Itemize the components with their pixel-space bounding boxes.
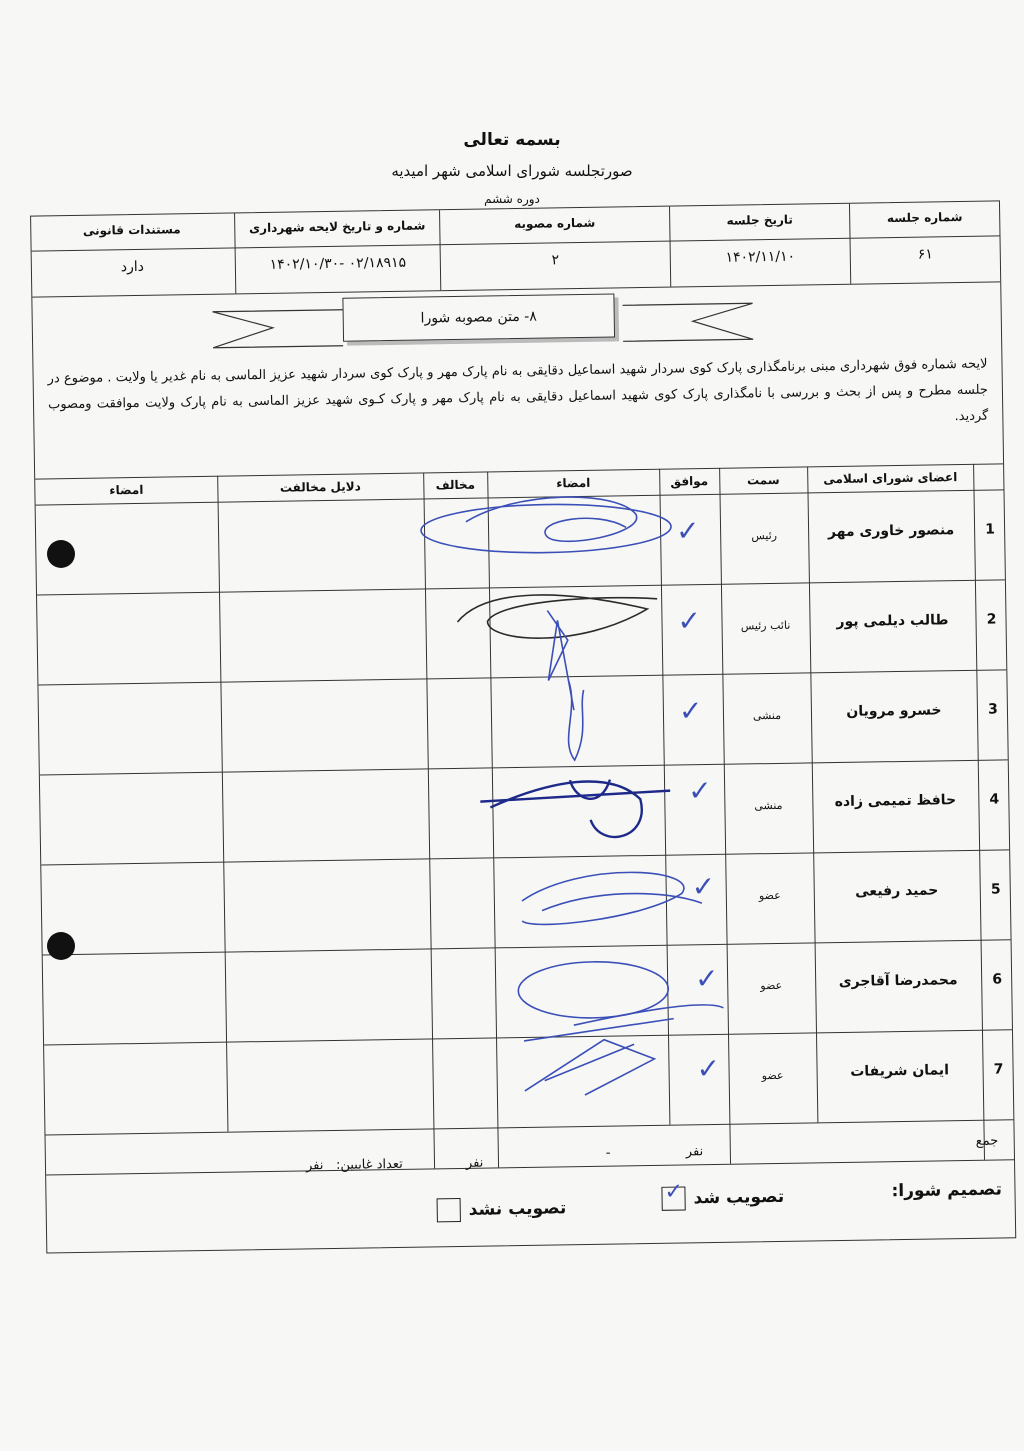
sign-count-dash: - xyxy=(605,1145,611,1161)
absent-count-unit: نفر xyxy=(305,1158,324,1174)
th-oppose: مخالف xyxy=(435,477,476,493)
member-role: منشی xyxy=(752,708,782,723)
session-no-cell xyxy=(849,201,1000,283)
rejected-text: تصویب نشد xyxy=(468,1198,567,1220)
header-table xyxy=(31,201,1000,296)
signature-6-loop xyxy=(518,961,669,1019)
form-frame xyxy=(30,200,1016,1253)
bill-value: ۰۲/۱۸۹۱۵ -۱۴۰۲/۱۰/۳۰ xyxy=(269,254,407,273)
oppose-count-unit: نفر xyxy=(465,1155,484,1171)
session-date-label: تاریخ جلسه xyxy=(726,212,793,228)
resolution-no-cell xyxy=(439,207,670,291)
signature-6-stroke xyxy=(524,1005,724,1041)
agree-check-icon: ✓ xyxy=(694,961,719,996)
signature-1-stroke xyxy=(466,496,637,543)
member-name: ایمان شریفات xyxy=(850,1062,950,1080)
member-number: 7 xyxy=(993,1061,1004,1078)
agree-count-unit: نفر xyxy=(685,1144,704,1160)
signature-2-stroke xyxy=(547,610,574,710)
term-label: دوره ششم xyxy=(484,192,540,206)
member-name: حافظ تمیمی زاده xyxy=(834,792,957,811)
member-role: عضو xyxy=(760,978,783,993)
punch-hole xyxy=(47,540,75,568)
member-role: عضو xyxy=(761,1068,784,1083)
session-no-label: شماره جلسه xyxy=(886,209,963,226)
signature-5-stroke xyxy=(521,871,702,925)
agree-check-icon: ✓ xyxy=(696,1051,721,1086)
legal-label: مستندات قانونی xyxy=(82,222,181,238)
session-no-value: ۶۱ xyxy=(917,246,933,263)
signature-2-loop xyxy=(457,593,658,639)
th-role: سمت xyxy=(746,472,780,488)
col-line-reasons xyxy=(217,476,228,1132)
approved-text: تصویب شد xyxy=(693,1186,785,1209)
member-role: نائب رئیس xyxy=(740,618,791,633)
col-line-num xyxy=(973,464,985,1160)
approved-option[interactable] xyxy=(661,1179,785,1211)
member-name: محمدرضا آقاجری xyxy=(838,972,958,991)
summary-line xyxy=(46,1156,1014,1175)
rejected-checkbox[interactable] xyxy=(437,1198,461,1222)
legal-value: دارد xyxy=(120,258,145,276)
total-label: جمع xyxy=(975,1133,999,1149)
row-line-7 xyxy=(45,1119,1013,1135)
punch-hole xyxy=(47,932,75,960)
member-number: 3 xyxy=(987,701,998,718)
member-name: طالب دیلمی پور xyxy=(836,612,949,631)
member-name: حمید رفیعی xyxy=(855,882,939,900)
document-title: صورتجلسه شورای اسلامی شهر امیدیه xyxy=(391,162,633,180)
agree-check-icon: ✓ xyxy=(687,773,712,808)
member-number: 2 xyxy=(986,611,997,628)
member-number: 4 xyxy=(989,791,1000,808)
signature-7-stroke xyxy=(524,1039,655,1096)
member-signatures xyxy=(395,478,725,1123)
resolution-no-label: شماره مصوبه xyxy=(514,215,596,232)
th-reasons: دلایل مخالفت xyxy=(279,479,361,495)
member-role: رئیس xyxy=(751,528,778,543)
session-date-cell xyxy=(669,204,850,287)
approved-check-icon: ✓ xyxy=(664,1179,684,1205)
signature-4-stroke xyxy=(480,779,671,839)
th-members: اعضای شورای اسلامی xyxy=(823,470,958,487)
bismillah-heading: بسمه تعالی xyxy=(463,130,561,150)
member-role: منشی xyxy=(754,798,783,813)
bill-label: شماره و تاریخ لایحه شهرداری xyxy=(249,218,426,236)
member-name: خسرو مرویان xyxy=(846,702,942,720)
th-agree: موافق xyxy=(670,474,709,489)
resolution-no-value: ۲ xyxy=(551,252,560,269)
approved-checkbox[interactable] xyxy=(661,1179,685,1210)
decision-label: تصمیم شورا: xyxy=(891,1179,1003,1202)
agree-check-icon: ✓ xyxy=(691,869,716,904)
rejected-option[interactable] xyxy=(437,1196,567,1222)
member-number: 5 xyxy=(990,881,1001,898)
agree-check-icon: ✓ xyxy=(677,604,702,638)
member-number: 6 xyxy=(992,971,1003,988)
legal-cell xyxy=(29,213,235,296)
session-date-value: ۱۴۰۲/۱۱/۱۰ xyxy=(725,248,796,266)
banner-title: ۸- متن مصوبه شورا xyxy=(342,293,615,341)
member-number: 1 xyxy=(985,521,996,538)
member-role: عضو xyxy=(758,888,781,903)
agree-check-icon: ✓ xyxy=(678,694,703,728)
absent-label: تعداد غایبین: xyxy=(335,1156,403,1173)
member-name: منصور خاوری مهر xyxy=(827,522,955,541)
bill-cell xyxy=(234,210,440,293)
agree-check-icon: ✓ xyxy=(675,514,700,548)
resolution-text: لایحه شماره فوق شهرداری مبنی برنامگذاری پارک کوی سردار شهید اسماعیل دقایقی به نام پارک مهر و پارک کوی سردار شهید عزیز الماسی به نام غدیر یا ولایت . موضوع در جلسه مطرح و پس از بحث و بررسی با نامگذاری پارک کوی شهید اسماعیل دقایقی به نام پارک مهر و پارک کـوی شهید عزیز الماسی به نام پارک ولایت موافقت ومصوب گردید. xyxy=(47,356,989,425)
th-signature: امضاء xyxy=(556,475,591,491)
th-signature2: امضاء xyxy=(109,482,144,498)
